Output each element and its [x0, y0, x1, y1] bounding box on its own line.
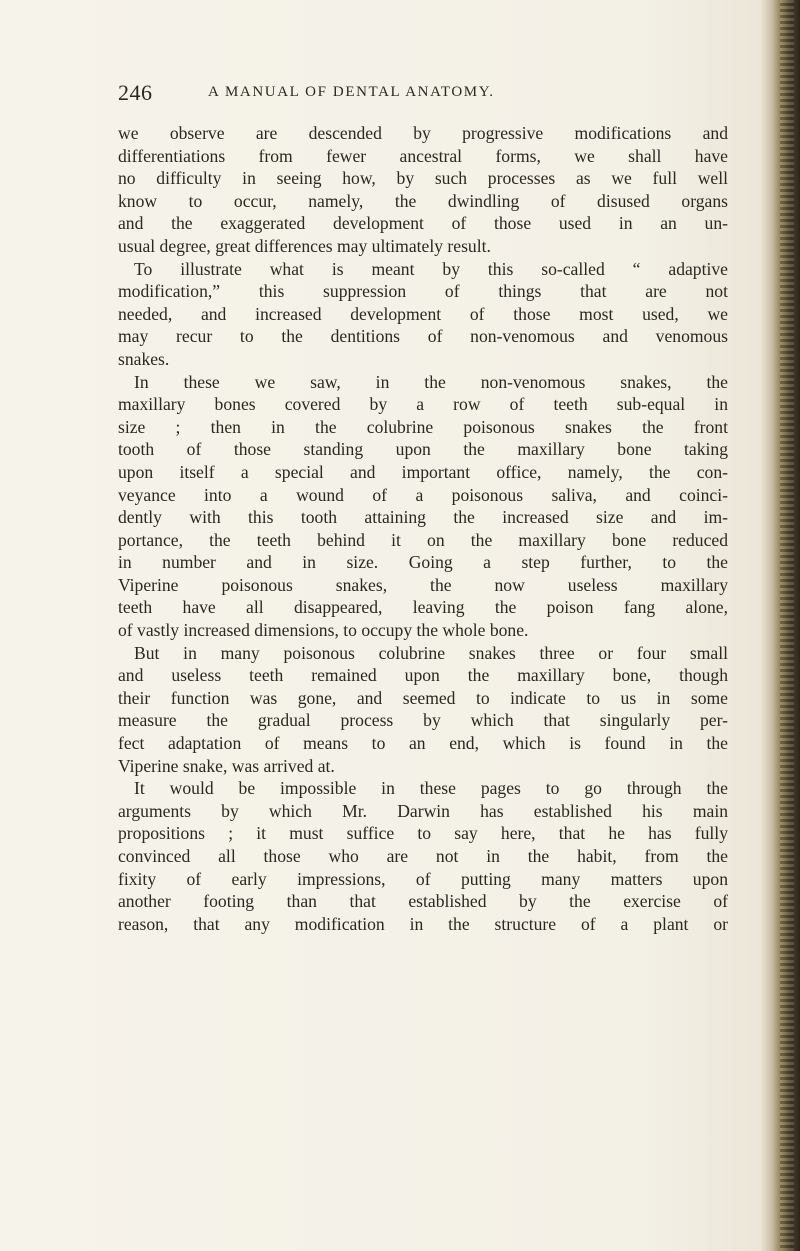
text-line: upon itself a special and important office, namely, the con- — [118, 461, 728, 482]
text-line: Viperine snake, was arrived at. — [118, 755, 335, 776]
text-line: It would be impossible in these pages to go through the — [134, 778, 728, 799]
text-line: In these we saw, in the non-venomous snakes, the — [134, 371, 728, 392]
text-line: we observe are descended by progressive modifications and — [118, 123, 728, 143]
text-line: modification,” this suppression of things that are not — [118, 281, 728, 302]
text-line: tooth of those standing upon the maxillary bone taking — [118, 439, 728, 460]
text-line: of vastly increased dimensions, to occupy the whole bone. — [118, 620, 529, 641]
text-line: know to occur, namely, the dwindling of disused organs — [118, 190, 728, 211]
text-line: their function was gone, and seemed to indicate to us in some — [118, 687, 728, 708]
text-line: differentiations from fewer ancestral forms, we shall have — [118, 145, 728, 166]
text-line: no difficulty in seeing how, by such processes as we full well — [118, 168, 728, 189]
page-number: 246 — [118, 80, 153, 105]
text-line: maxillary bones covered by a row of teeth sub-equal in — [118, 394, 728, 415]
body-text — [118, 122, 728, 935]
page-binding-edge — [760, 0, 800, 1251]
text-line: and useless teeth remained upon the maxillary bone, though — [118, 665, 728, 686]
text-line: may recur to the dentitions of non-venomous and venomous — [118, 326, 728, 347]
running-head: A MANUAL OF DENTAL ANATOMY. — [208, 84, 495, 100]
text-line: fixity of early impressions, of putting many matters upon — [118, 868, 728, 889]
page-header — [118, 80, 718, 110]
text-line: arguments by which Mr. Darwin has established his main — [118, 800, 728, 821]
text-line: convinced all those who are not in the habit, from the — [118, 846, 728, 866]
text-line: propositions ; it must suffice to say here, that he has fully — [118, 823, 728, 844]
text-line: veyance into a wound of a poisonous saliva, and coinci- — [118, 484, 728, 505]
text-line: dently with this tooth attaining the increased size and im- — [118, 507, 728, 528]
text-line: fect adaptation of means to an end, which is found in the — [118, 733, 728, 754]
text-line: But in many poisonous colubrine snakes three or four small — [134, 642, 728, 663]
text-line: measure the gradual process by which that singularly per- — [118, 710, 728, 731]
text-line: needed, and increased development of those most used, we — [118, 303, 728, 324]
text-line: in number and in size. Going a step further, to the — [118, 552, 728, 573]
text-line: Viperine poisonous snakes, the now useless maxillary — [118, 574, 728, 595]
text-line: portance, the teeth behind it on the maxillary bone reduced — [118, 529, 728, 550]
text-line: snakes. — [118, 348, 170, 369]
text-line: and the exaggerated development of those used in an un- — [118, 213, 728, 234]
text-line: usual degree, great differences may ultimately result. — [118, 235, 491, 256]
text-line: To illustrate what is meant by this so-called “ adaptive — [134, 258, 728, 279]
text-line: teeth have all disappeared, leaving the poison fang alone, — [118, 597, 728, 618]
text-line: reason, that any modification in the structure of a plant or — [118, 913, 728, 934]
text-line: another footing than that established by the exercise of — [118, 891, 728, 912]
text-line: size ; then in the colubrine poisonous snakes the front — [118, 416, 728, 437]
